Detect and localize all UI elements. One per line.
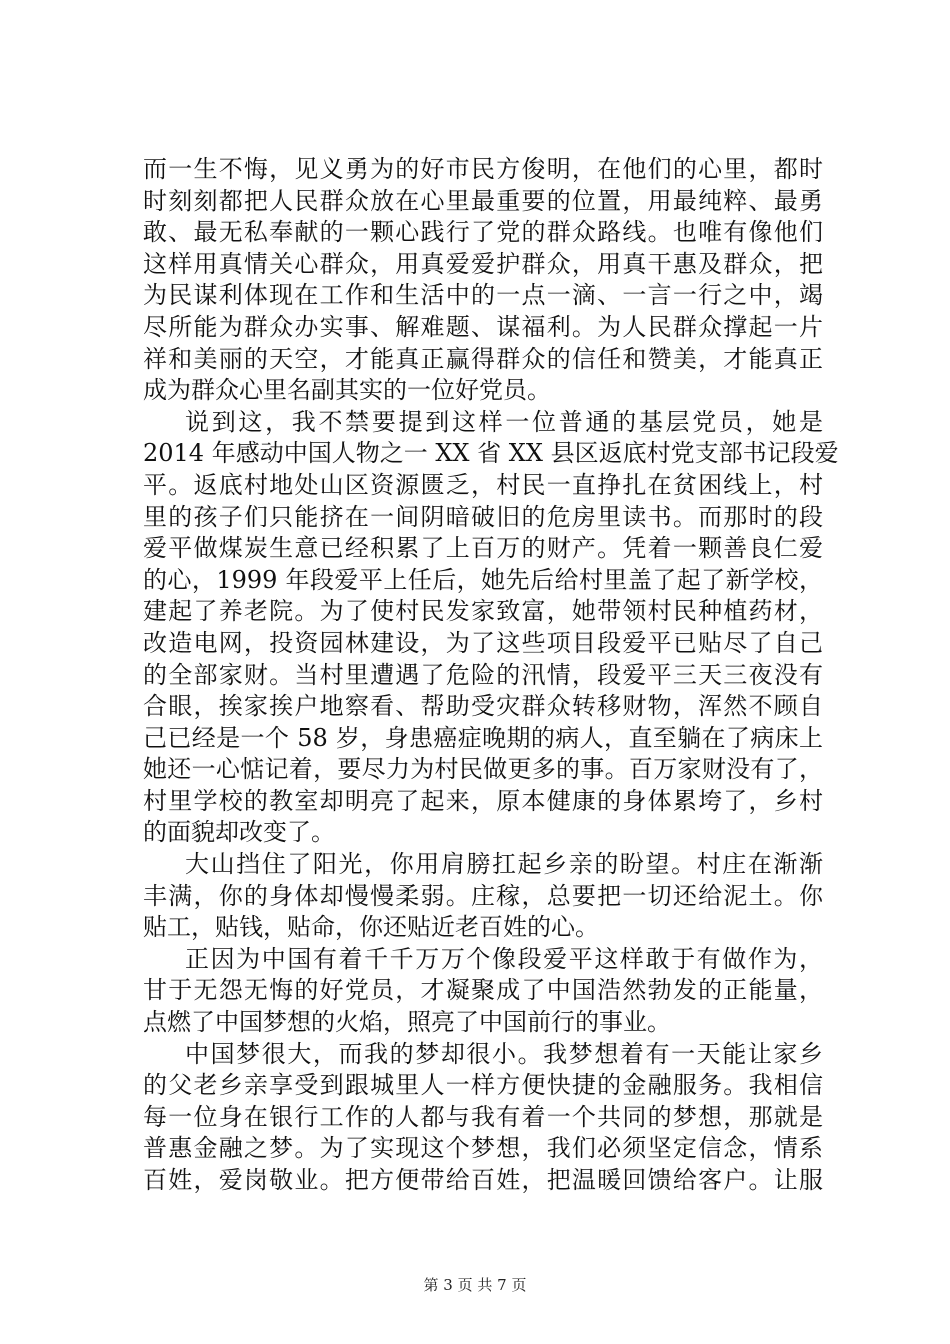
text-line: 普惠金融之梦。为了实现这个梦想，我们必须坚定信念，情系	[143, 1134, 823, 1163]
text-line: 这样用真情关心群众，用真爱爱护群众，用真干惠及群众，把	[143, 249, 823, 278]
text-line: 的全部家财。当村里遭遇了危险的汛情，段爱平三天三夜没有	[143, 660, 823, 689]
text-line: 尽所能为群众办实事、解难题、谋福利。为人民群众撑起一片	[143, 312, 823, 341]
text-line: 为民谋利体现在工作和生活中的一点一滴、一言一行之中，竭	[143, 281, 823, 310]
text-line: 丰满，你的身体却慢慢柔弱。庄稼，总要把一切还给泥土。你	[143, 881, 823, 910]
text-line: 改造电网，投资园林建设，为了这些项目段爱平已贴尽了自己	[143, 628, 823, 657]
page-footer	[0, 1275, 950, 1295]
text-line: 2014 年感动中国人物之一 XX 省 XX 县区返底村党支部书记段爱	[143, 439, 839, 468]
text-line: 时刻刻都把人民群众放在心里最重要的位置，用最纯粹、最勇	[143, 186, 823, 215]
text-line: 的父老乡亲享受到跟城里人一样方便快捷的金融服务。我相信	[143, 1071, 823, 1100]
paragraph-first-line: 大山挡住了阳光，你用肩膀扛起乡亲的盼望。村庄在渐渐	[185, 850, 823, 879]
text-line: 平。返底村地处山区资源匮乏，村民一直挣扎在贫困线上，村	[143, 470, 823, 499]
text-line: 成为群众心里名副其实的一位好党员。	[143, 376, 551, 405]
text-line: 敢、最无私奉献的一颗心践行了党的群众路线。也唯有像他们	[143, 218, 823, 247]
text-line: 百姓，爱岗敬业。把方便带给百姓，把温暖回馈给客户。让服	[143, 1166, 823, 1194]
text-line: 贴工，贴钱，贴命，你还贴近老百姓的心。	[143, 913, 599, 942]
text-line: 合眼，挨家挨户地察看、帮助受灾群众转移财物，浑然不顾自	[143, 692, 823, 721]
text-line: 村里学校的教室却明亮了起来，原本健康的身体累垮了，乡村	[143, 786, 823, 815]
text-line: 建起了养老院。为了使村民发家致富，她带领村民种植药材，	[143, 597, 823, 626]
text-line: 里的孩子们只能挤在一间阴暗破旧的危房里读书。而那时的段	[143, 502, 823, 531]
paragraph-first-line: 说到这，我不禁要提到这样一位普通的基层党员，她是	[185, 407, 823, 436]
document-body	[143, 154, 839, 1197]
text-line: 而一生不悔，见义勇为的好市民方俊明，在他们的心里，都时	[143, 155, 823, 183]
text-line: 每一位身在银行工作的人都与我有着一个共同的梦想，那就是	[143, 1102, 823, 1131]
paragraph-first-line: 正因为中国有着千千万万个像段爱平这样敢于有做作为，	[185, 944, 823, 973]
text-line: 的心，1999 年段爱平上任后，她先后给村里盖了起了新学校，	[143, 565, 823, 594]
text-line: 己已经是一个 58 岁，身患癌症晚期的病人，直至躺在了病床上	[143, 723, 823, 752]
text-line: 的面貌却改变了。	[143, 818, 335, 847]
text-line: 她还一心惦记着，要尽力为村民做更多的事。百万家财没有了，	[143, 755, 823, 784]
text-line: 祥和美丽的天空，才能真正赢得群众的信任和赞美，才能真正	[143, 344, 823, 373]
text-line: 点燃了中国梦想的火焰，照亮了中国前行的事业。	[143, 1008, 671, 1037]
text-line: 爱平做煤炭生意已经积累了上百万的财产。凭着一颗善良仁爱	[143, 534, 823, 563]
paragraph-first-line: 中国梦很大，而我的梦却很小。我梦想着有一天能让家乡	[185, 1039, 823, 1068]
text-line: 甘于无怨无悔的好党员，才凝聚成了中国浩然勃发的正能量，	[143, 976, 823, 1005]
page-number-label: 第 3 页 共 7 页	[423, 1276, 527, 1294]
